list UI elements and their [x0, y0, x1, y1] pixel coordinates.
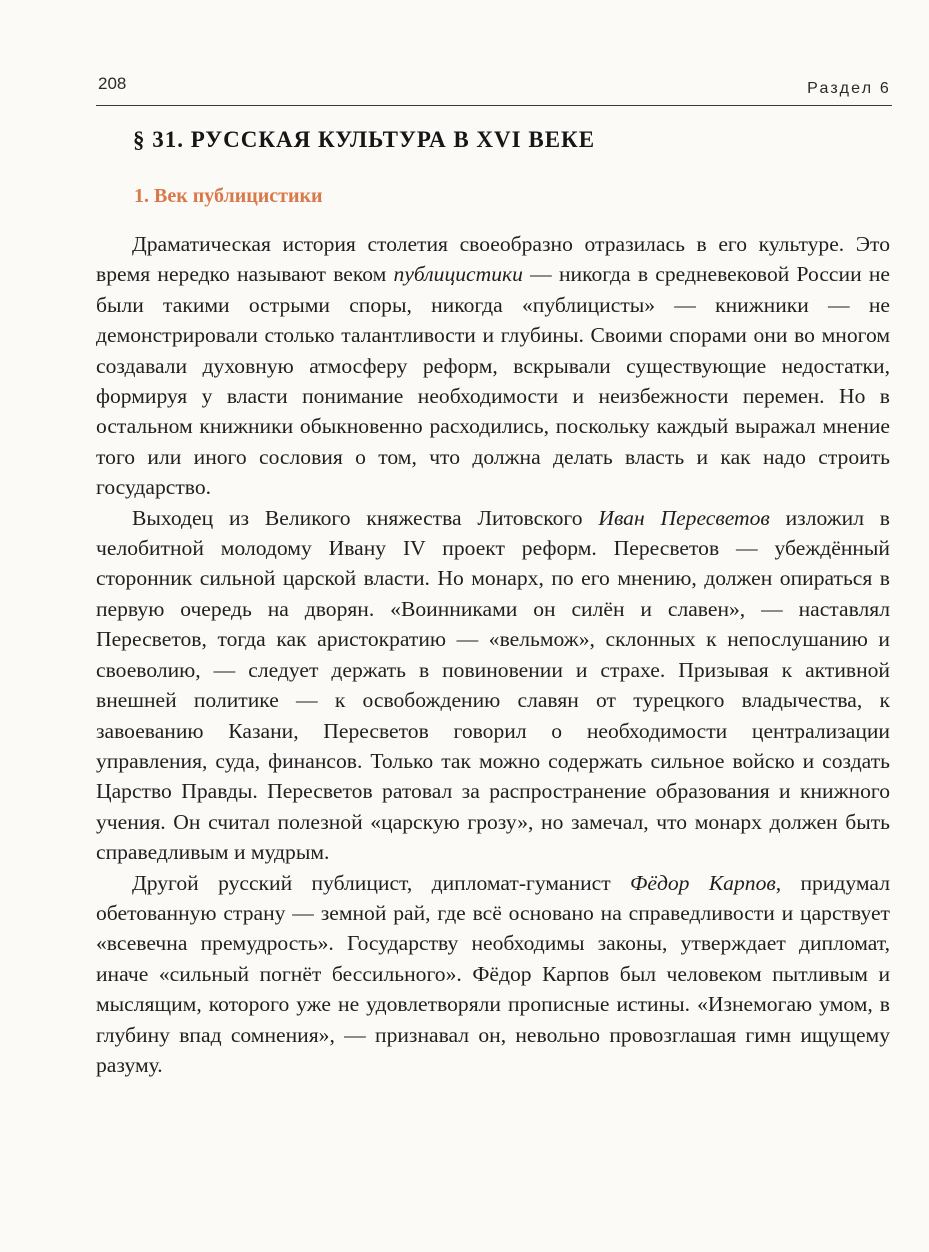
subsection-title: 1. Век публицистики	[134, 185, 323, 207]
italic-name: Фёдор Карпов	[630, 870, 776, 895]
text-run: Другой русский публицист, дипломат-гуманист	[132, 870, 631, 895]
page-number: 208	[98, 74, 127, 93]
italic-name: Иван Пересветов	[598, 505, 770, 530]
body-text	[96, 229, 890, 1080]
paragraph	[96, 229, 890, 503]
text-run: , придумал обетованную страну — земной рай, где всё основано на справедливости и царствует «всевечна премудрость». Государству необходимы законы, утверждает дипломат, иначе «сильный погнёт бессильного». Фёдор Карпов был человеком пытливым и мыслящим, которого уже не удовлетворяли прописные истины. «Изнемогаю умом, в глубину впад сомнения», — признавал он, невольно провозглашая гимн ищущему разуму.	[96, 870, 890, 1077]
text-run: Выходец из Великого княжества Литовского	[132, 505, 599, 530]
chapter-title: § 31. РУССКАЯ КУЛЬТУРА В XVI ВЕКЕ	[133, 127, 596, 152]
italic-term: публицистики	[393, 262, 523, 287]
paragraph	[96, 868, 890, 1081]
text-run: Драматическая история столетия своеобразно отразилась в его культуре. Это время нередко называют веком	[96, 232, 890, 287]
section-label: Раздел 6	[807, 80, 891, 97]
paragraph	[96, 503, 890, 868]
text-run: — никогда в средневековой России не были такими острыми споры, никогда «публицисты» — книжники — не демонстрировали столько талантливости и глубины. Своими спорами они во многом создавали духовную атмосферу реформ, вскрывали существующие недостатки, формируя у власти понимание необходимости и неизбежности перемен. Но в остальном книжники обыкновенно расходились, поскольку каждый выражал мнение того или иного сословия о том, что должна делать власть и как надо строить государство.	[96, 262, 890, 500]
text-run: изложил в челобитной молодому Ивану IV проект реформ. Пересветов — убеждённый сторонник сильной царской власти. Но монарх, по его мнению, должен опираться в первую очередь на дворян. «Воинниками он силён и славен», — наставлял Пересветов, тогда как аристократию — «вельмож», склонных к непослушанию и своеволию, — следует держать в повиновении и страхе. Призывая к активной внешней политике — к освобождению славян от турецкого владычества, к завоеванию Казани, Пересветов говорил о необходимости централизации управления, суда, финансов. Только так можно содержать сильное войско и создать Царство Правды. Пересветов ратовал за распространение образования и книжного учения. Он считал полезной «царскую грозу», но замечал, что монарх должен быть справедливым и мудрым.	[96, 505, 890, 865]
header-divider	[96, 105, 892, 106]
